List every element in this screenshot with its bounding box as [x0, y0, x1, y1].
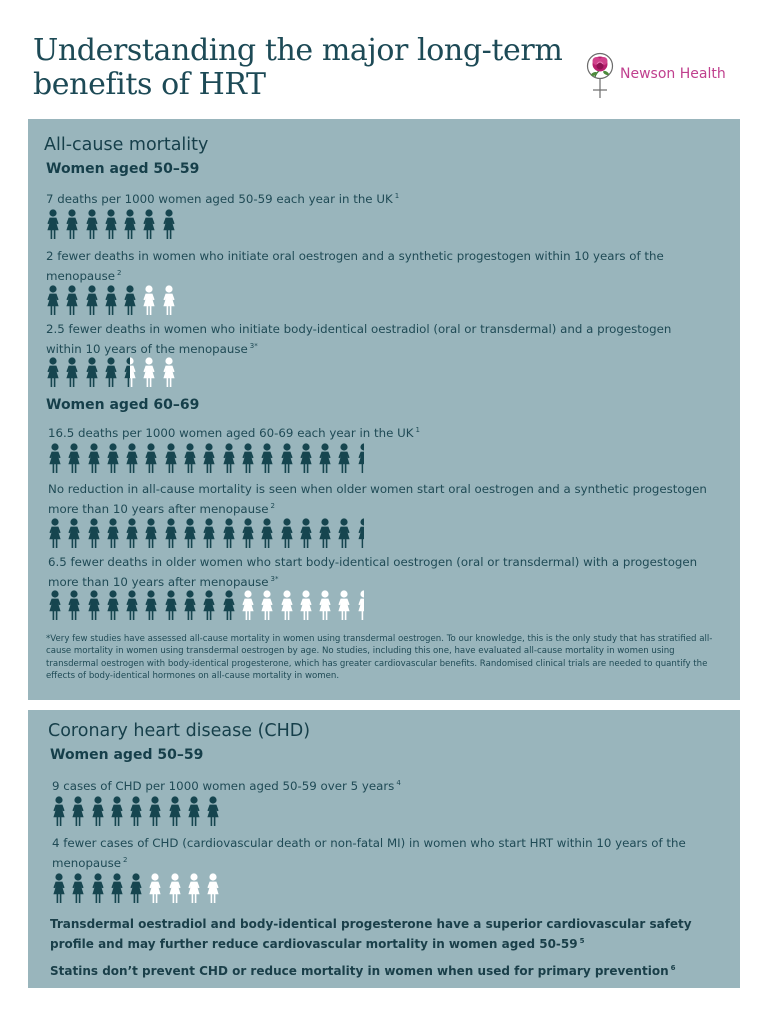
woman-figure-icon — [102, 356, 121, 388]
woman-figure-icon — [140, 208, 159, 240]
woman-figure-icon — [108, 795, 127, 827]
woman-figure-icon — [239, 442, 258, 474]
chd-heading: Coronary heart disease (CHD) — [48, 721, 311, 741]
woman-figure-icon — [204, 795, 223, 827]
woman-figure-icon — [278, 442, 297, 474]
woman-figure-icon — [297, 442, 316, 474]
woman-figure-icon — [85, 517, 104, 549]
woman-figure-icon — [239, 517, 258, 549]
mortality-50-item-1-text: 7 deaths per 1000 women aged 50-59 each year in the UK $^1$ — [46, 192, 400, 206]
woman-figure-icon — [123, 517, 142, 549]
woman-figure-icon — [63, 284, 82, 316]
woman-figure-icon — [142, 517, 161, 549]
woman-figure-icon — [166, 872, 185, 904]
woman-figure-icon — [355, 517, 365, 549]
woman-figure-icon — [239, 589, 258, 621]
woman-figure-icon — [142, 442, 161, 474]
rose-female-symbol-icon — [583, 50, 617, 100]
mortality-50-item-2-figures — [44, 284, 179, 316]
woman-figure-icon — [140, 284, 159, 316]
woman-figure-icon — [83, 356, 102, 388]
woman-figure-icon — [127, 872, 146, 904]
woman-figure-icon — [185, 795, 204, 827]
woman-figure-icon — [200, 442, 219, 474]
woman-figure-icon — [44, 208, 63, 240]
woman-figure-icon — [220, 517, 239, 549]
woman-figure-icon — [162, 442, 181, 474]
woman-figure-icon — [69, 795, 88, 827]
woman-figure-icon — [204, 872, 223, 904]
mortality-panel — [28, 119, 740, 700]
woman-figure-icon — [185, 872, 204, 904]
woman-figure-icon — [65, 589, 84, 621]
mortality-60-item-3-figures — [46, 589, 364, 621]
mortality-footnote: *Very few studies have assessed all-cause mortality in women using transdermal oestrogen. To our knowledge, this is the only study that has stratified all-cause mortality in women using transdermal oestrogen by age. No studies, including this one, have evaluated all-cause mortality in women using transdermal oestrogen with body-identical progesterone, which has greater cardiovascular benefits. Randomised clinical trials are needed to quantify the effects of body-identical hormones on all-cause mortality in women. — [46, 634, 713, 681]
woman-figure-icon — [316, 517, 335, 549]
mortality-50-item-2-text: 2 fewer deaths in women who initiate oral oestrogen and a synthetic progestogen within 10 years of the menopause $^2$ — [46, 249, 664, 283]
woman-figure-icon — [121, 356, 140, 388]
woman-figure-icon — [123, 589, 142, 621]
woman-figure-icon — [297, 517, 316, 549]
woman-figure-icon — [65, 517, 84, 549]
mortality-60-item-2-figures — [46, 517, 364, 549]
logo-text: Newson Health — [620, 66, 726, 82]
woman-figure-icon — [46, 442, 65, 474]
woman-figure-icon — [85, 589, 104, 621]
mortality-age-60-heading: Women aged 60–69 — [46, 397, 200, 413]
woman-figure-icon — [83, 284, 102, 316]
woman-figure-icon — [102, 284, 121, 316]
woman-figure-icon — [355, 589, 365, 621]
woman-figure-icon — [121, 208, 140, 240]
woman-figure-icon — [162, 589, 181, 621]
mortality-50-item-3-text: 2.5 fewer deaths in women who initiate body-identical oestradiol (oral or transdermal) and a progestogen within 10 years of the menopause $^{3*}$ — [46, 322, 672, 356]
woman-figure-icon — [89, 795, 108, 827]
woman-figure-icon — [160, 208, 179, 240]
woman-figure-icon — [146, 872, 165, 904]
woman-figure-icon — [44, 356, 63, 388]
chd-50-item-1-figures — [50, 795, 224, 827]
chd-50-item-2-text: 4 fewer cases of CHD (cardiovascular death or non-fatal MI) in women who start HRT within 10 years of the menopause $^2$ — [52, 836, 686, 870]
chd-statement-1: Transdermal oestradiol and body-identical progesterone have a superior cardiovascular safety profile and may further reduce cardiovascular mortality in women aged 50-59 $^5$ — [50, 917, 692, 951]
woman-figure-icon — [166, 795, 185, 827]
woman-figure-icon — [220, 442, 239, 474]
mortality-50-item-3-figures — [44, 356, 179, 388]
mortality-60-item-3-text: 6.5 fewer deaths in older women who start body-identical oestrogen (oral or transdermal) with a progestogen more than 10 years after menopause $^{3*}$ — [48, 555, 698, 589]
woman-figure-icon — [46, 589, 65, 621]
page-title: Understanding the major long-term benefits of HRT — [33, 33, 563, 102]
woman-figure-icon — [104, 517, 123, 549]
woman-figure-icon — [316, 442, 335, 474]
woman-figure-icon — [121, 284, 140, 316]
logo — [583, 50, 743, 102]
woman-figure-icon — [46, 517, 65, 549]
woman-figure-icon — [200, 517, 219, 549]
woman-figure-icon — [160, 284, 179, 316]
chd-statement-2: Statins don’t prevent CHD or reduce mortality in women when used for primary prevention $^6$ — [50, 964, 676, 978]
woman-figure-icon — [108, 872, 127, 904]
woman-figure-icon — [104, 442, 123, 474]
woman-figure-icon — [102, 208, 121, 240]
chd-panel — [28, 710, 740, 988]
woman-figure-icon — [63, 208, 82, 240]
woman-figure-icon — [89, 872, 108, 904]
woman-figure-icon — [316, 589, 335, 621]
woman-figure-icon — [258, 517, 277, 549]
mortality-50-item-1-figures — [44, 208, 179, 240]
woman-figure-icon — [160, 356, 179, 388]
mortality-age-50-heading: Women aged 50–59 — [46, 161, 200, 177]
woman-figure-icon — [50, 795, 69, 827]
woman-figure-icon — [258, 589, 277, 621]
woman-figure-icon — [123, 442, 142, 474]
woman-figure-icon — [140, 356, 159, 388]
woman-figure-icon — [146, 795, 165, 827]
woman-figure-icon — [142, 589, 161, 621]
woman-figure-icon — [200, 589, 219, 621]
woman-figure-icon — [335, 589, 354, 621]
woman-figure-icon — [278, 517, 297, 549]
woman-figure-icon — [335, 442, 354, 474]
chd-50-item-2-figures — [50, 872, 224, 904]
woman-figure-icon — [297, 589, 316, 621]
woman-figure-icon — [127, 795, 146, 827]
woman-figure-icon — [63, 356, 82, 388]
woman-figure-icon — [355, 442, 365, 474]
woman-figure-icon — [335, 517, 354, 549]
woman-figure-icon — [258, 442, 277, 474]
woman-figure-icon — [50, 872, 69, 904]
woman-figure-icon — [162, 517, 181, 549]
woman-figure-icon — [44, 284, 63, 316]
woman-figure-icon — [69, 872, 88, 904]
woman-figure-icon — [278, 589, 297, 621]
woman-figure-icon — [83, 208, 102, 240]
woman-figure-icon — [85, 442, 104, 474]
woman-figure-icon — [181, 517, 200, 549]
mortality-60-item-1-text: 16.5 deaths per 1000 women aged 60-69 each year in the UK $^1$ — [48, 426, 420, 440]
woman-figure-icon — [181, 442, 200, 474]
woman-figure-icon — [181, 589, 200, 621]
mortality-heading: All-cause mortality — [44, 135, 209, 155]
mortality-60-item-2-text: No reduction in all-cause mortality is seen when older women start oral oestrogen and a synthetic progestogen more than 10 years after menopause $^2$ — [48, 482, 707, 516]
woman-figure-icon — [65, 442, 84, 474]
woman-figure-icon — [220, 589, 239, 621]
mortality-60-item-1-figures — [46, 442, 364, 474]
woman-figure-icon — [104, 589, 123, 621]
chd-50-item-1-text: 9 cases of CHD per 1000 women aged 50-59 over 5 years $^4$ — [52, 779, 401, 793]
chd-age-50-heading: Women aged 50–59 — [50, 747, 204, 763]
